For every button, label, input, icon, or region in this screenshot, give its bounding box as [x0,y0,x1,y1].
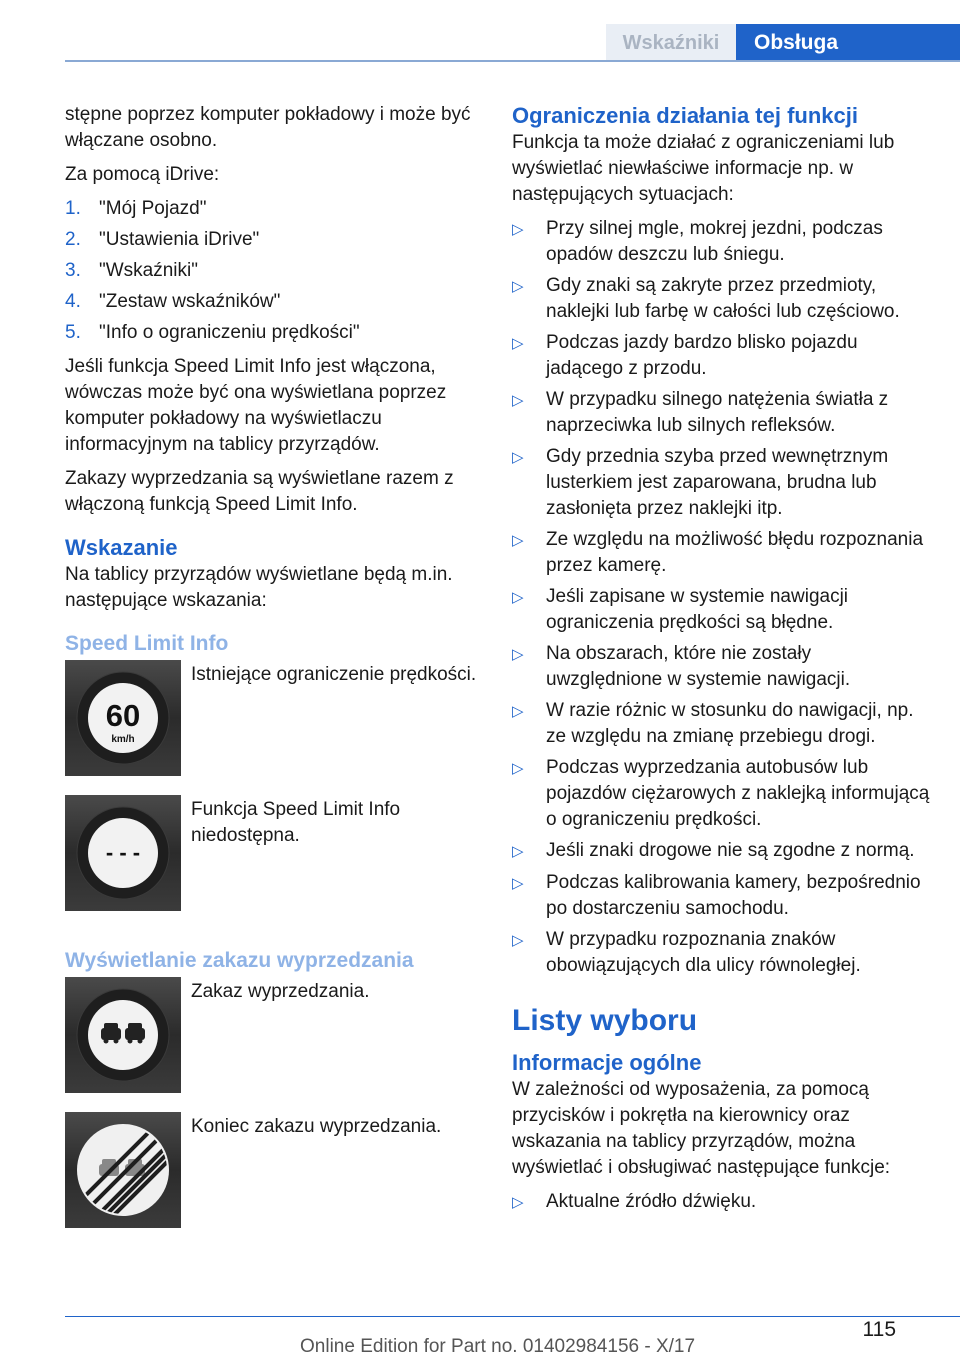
sign3-description: Zakaz wyprzedzania. [191,981,370,1002]
list-item [512,330,932,382]
heading-overtaking-display: Wyświetlanie zakazu wyprzedzania [65,949,414,972]
list-item [512,641,932,693]
step-item [65,227,480,253]
limits-list [512,216,932,979]
sign-speed-unit: km/h [111,734,135,745]
list-item [512,444,932,522]
triangle-bullet-icon: ▷ [512,532,524,549]
sign4-description: Koniec zakazu wyprzedzania. [191,1116,442,1137]
steps-list [65,196,480,346]
general-list [512,1189,932,1216]
list-item-text: Podczas wyprzedzania autobusów lub pojazdów ciężarowych z naklejką informującą o ograniczeniu prędkości. [546,757,930,830]
list-item-text: Przy silnej mgle, mokrej jezdni, podczas opadów deszczu lub śniegu. [546,218,883,265]
triangle-bullet-icon: ▷ [512,1194,524,1211]
step-label: "Info o ograniczeniu prędkości" [99,322,360,343]
list-item [512,216,932,268]
left-column [65,102,480,1228]
para-overtaking: Zakazy wyprzedzania są wyświetlane razem z włączoną funkcją Speed Limit Info. [65,468,454,515]
step-number: 2. [65,229,81,250]
triangle-bullet-icon: ▷ [512,703,524,720]
right-column [512,102,932,1221]
header-tab-section: Wskaźniki [606,24,736,62]
speed-limit-sign-image [65,660,181,776]
step-item [65,258,480,284]
triangle-bullet-icon: ▷ [512,335,524,352]
sign-speed-value: 60 [105,698,141,733]
limits-intro: Funkcja ta może działać z ograniczeniami lub wyświetlać niewłaściwe informacje np. w następujących sytuacjach: [512,132,895,205]
step-label: "Zestaw wskaźników" [99,291,281,312]
step-number: 3. [65,260,81,281]
triangle-bullet-icon: ▷ [512,589,524,606]
list-item [512,927,932,979]
unavailable-sign-image [65,795,181,911]
step-number: 4. [65,291,81,312]
step-item [65,289,480,315]
triangle-bullet-icon: ▷ [512,932,524,949]
sign-row-unavailable [65,795,480,911]
wskazanie-text: Na tablicy przyrządów wyświetlane będą m.in. następujące wskazania: [65,564,453,611]
triangle-bullet-icon: ▷ [512,760,524,777]
sign2-description: Funkcja Speed Limit Info niedostępna. [191,799,401,846]
page-number: 115 [862,1318,896,1341]
list-item-text: W przypadku silnego natężenia światła z naprzeciwka lub silnych refleksów. [546,389,889,436]
list-item-text: Jeśli znaki drogowe nie są zgodne z normą. [546,840,915,861]
triangle-bullet-icon: ▷ [512,278,524,295]
no-overtaking-sign-image [65,977,181,1093]
sign-dashes: - - - [105,840,141,865]
sign-row-end-no-overtaking [65,1112,480,1228]
step-label: "Ustawienia iDrive" [99,229,260,250]
triangle-bullet-icon: ▷ [512,875,524,892]
via-text: Za pomocą iDrive: [65,164,220,185]
list-item [512,584,932,636]
sign-row-no-overtaking [65,977,480,1093]
triangle-bullet-icon: ▷ [512,843,524,860]
list-item-text: Podczas jazdy bardzo blisko pojazdu jadącego z przodu. [546,332,858,379]
intro-text: stępne poprzez komputer pokładowy i może być włączane osobno. [65,104,471,151]
list-item [512,755,932,833]
list-item-text: Podczas kalibrowania kamery, bezpośrednio po dostarczeniu samochodu. [546,872,921,919]
triangle-bullet-icon: ▷ [512,449,524,466]
footer-rule [65,1316,960,1317]
list-item [512,870,932,922]
step-item [65,320,480,346]
heading-general-info: Informacje ogólne [512,1050,702,1075]
triangle-bullet-icon: ▷ [512,646,524,663]
list-item-text: Jeśli zapisane w systemie nawigacji ograniczenia prędkości są błędne. [546,586,849,633]
heading-speed-limit-info: Speed Limit Info [65,632,229,655]
step-label: "Wskaźniki" [99,260,198,281]
list-item-text: Ze względu na możliwość błędu rozpoznania przez kamerę. [546,529,924,576]
list-item-text: Aktualne źródło dźwięku. [546,1191,757,1212]
edition-text: Online Edition for Part no. 01402984156 - X/17 [300,1336,696,1357]
list-item-text: Na obszarach, które nie zostały uwzględnione w systemie nawigacji. [546,643,851,690]
list-item-text: W przypadku rozpoznania znaków obowiązujących dla ulicy równoległej. [546,929,861,976]
step-number: 1. [65,198,81,219]
triangle-bullet-icon: ▷ [512,392,524,409]
step-label: "Mój Pojazd" [99,198,207,219]
list-item [512,838,932,865]
general-text: W zależności od wyposażenia, za pomocą przycisków i pokrętła na kierownicy oraz wskazania na tablicy przyrządów, można wyświetlać i obsługiwać następujące funkcje: [512,1079,891,1178]
heading-selection-lists: Listy wyboru [512,1004,698,1037]
header-tab-active: Obsługa [736,24,960,62]
list-item-text: W razie różnic w stosunku do nawigacji, np. ze względu na zmianę przebiegu drogi. [546,700,914,747]
list-item-text: Gdy przednia szyba przed wewnętrznym lusterkiem jest zaparowana, brudna lub zasłonięta przez naklejki itp. [546,446,889,519]
triangle-bullet-icon: ▷ [512,221,524,238]
heading-wskazanie: Wskazanie [65,535,178,560]
sign1-description: Istniejące ograniczenie prędkości. [191,664,477,685]
heading-function-limits: Ograniczenia działania tej funkcji [512,103,858,128]
list-item [512,273,932,325]
sign-row-speed-limit [65,660,480,776]
list-item [512,527,932,579]
header-rule [65,60,960,62]
list-item [512,1189,932,1216]
list-item [512,387,932,439]
para-speed-limit-info: Jeśli funkcja Speed Limit Info jest włączona, wówczas może być ona wyświetlana poprzez komputer pokładowy na wyświetlaczu informacyjnym na tablicy przyrządów. [65,356,447,455]
step-number: 5. [65,322,81,343]
list-item-text: Gdy znaki są zakryte przez przedmioty, naklejki lub farbę w całości lub częściowo. [546,275,900,322]
list-item [512,698,932,750]
step-item [65,196,480,222]
end-no-overtaking-sign-image [65,1112,181,1228]
